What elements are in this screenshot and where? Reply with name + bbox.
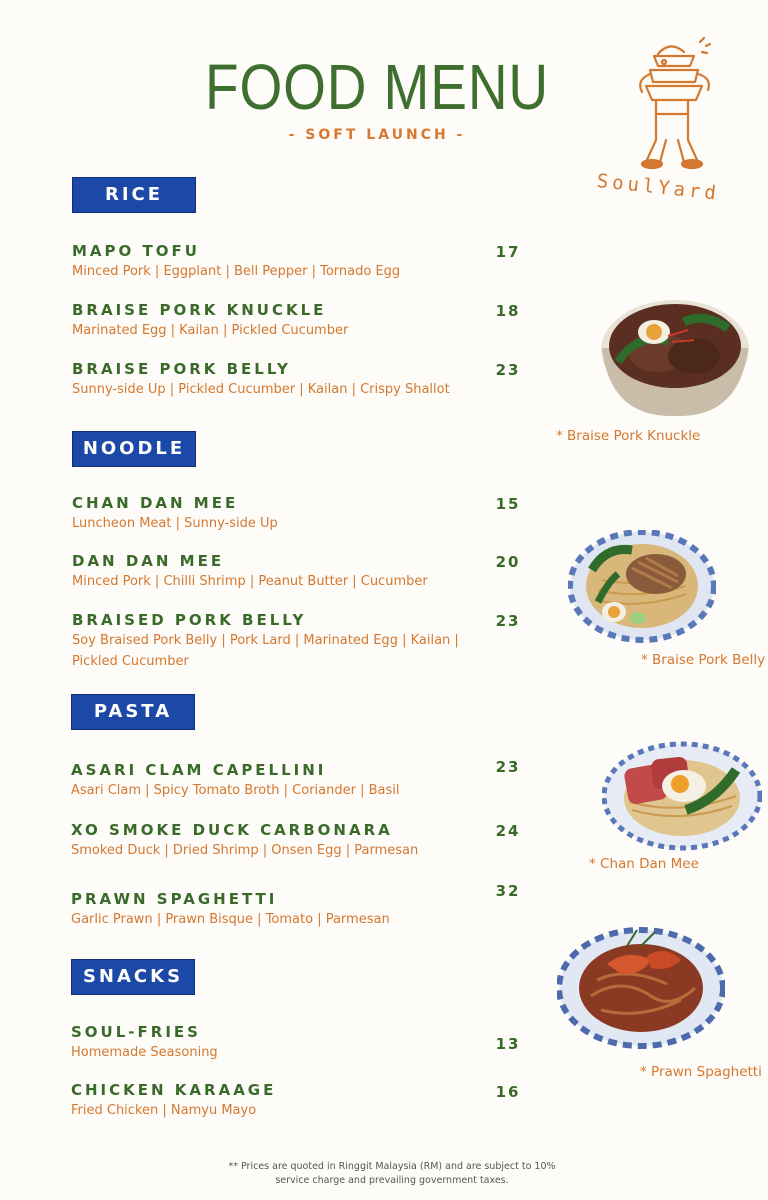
menu-item bbox=[71, 889, 471, 930]
item-price: 23 bbox=[495, 361, 521, 379]
menu-item bbox=[72, 610, 462, 672]
soulyard-mascot-logo bbox=[616, 34, 726, 174]
item-price: 24 bbox=[495, 822, 521, 840]
item-description: Homemade Seasoning bbox=[71, 1045, 218, 1060]
menu-item bbox=[72, 300, 472, 341]
item-price: 15 bbox=[495, 495, 521, 513]
item-name: PRAWN SPAGHETTI bbox=[71, 890, 278, 908]
menu-item bbox=[71, 1080, 471, 1121]
category-snacks: SNACKS bbox=[71, 959, 195, 995]
menu-title: FOOD MENU bbox=[204, 51, 550, 123]
menu-item bbox=[72, 493, 472, 534]
category-noodle: NOODLE bbox=[72, 431, 196, 467]
price-footnote bbox=[200, 1160, 584, 1188]
item-description: Luncheon Meat | Sunny-side Up bbox=[72, 516, 278, 531]
item-name: BRAISED PORK BELLY bbox=[72, 611, 307, 629]
item-price: 23 bbox=[495, 612, 521, 630]
item-name: ASARI CLAM CAPELLINI bbox=[71, 761, 327, 779]
item-description: Asari Clam | Spicy Tomato Broth | Coriander | Basil bbox=[71, 783, 400, 798]
item-price: 20 bbox=[495, 553, 521, 571]
item-name: DAN DAN MEE bbox=[72, 552, 225, 570]
item-name: MAPO TOFU bbox=[72, 242, 200, 260]
item-description: Sunny-side Up | Pickled Cucumber | Kailan | Crispy Shallot bbox=[72, 382, 450, 397]
item-price: 32 bbox=[495, 882, 521, 900]
footnote-line: service charge and prevailing government taxes. bbox=[275, 1175, 509, 1186]
item-name: BRAISE PORK KNUCKLE bbox=[72, 301, 327, 319]
item-price: 16 bbox=[495, 1083, 521, 1101]
item-name: SOUL-FRIES bbox=[71, 1023, 201, 1041]
menu-item bbox=[72, 241, 472, 282]
menu-item bbox=[71, 760, 471, 801]
menu-item bbox=[71, 1022, 471, 1063]
plate-photo bbox=[602, 740, 762, 852]
category-pasta: PASTA bbox=[71, 694, 195, 730]
item-description: Marinated Egg | Kailan | Pickled Cucumber bbox=[72, 323, 349, 338]
item-description: Fried Chicken | Namyu Mayo bbox=[71, 1103, 257, 1118]
item-price: 23 bbox=[495, 758, 521, 776]
item-price: 18 bbox=[495, 302, 521, 320]
menu-item bbox=[72, 359, 472, 400]
photo-caption: * Prawn Spaghetti bbox=[640, 1064, 762, 1080]
item-description: Minced Pork | Chilli Shrimp | Peanut Butter | Cucumber bbox=[72, 574, 428, 589]
item-description: Garlic Prawn | Prawn Bisque | Tomato | Parmesan bbox=[71, 912, 390, 927]
item-name: CHAN DAN MEE bbox=[72, 494, 239, 512]
item-name: CHICKEN KARAAGE bbox=[71, 1081, 277, 1099]
item-description: Smoked Duck | Dried Shrimp | Onsen Egg | Parmesan bbox=[71, 843, 419, 858]
item-name: XO SMOKE DUCK CARBONARA bbox=[71, 821, 393, 839]
category-rice: RICE bbox=[72, 177, 196, 213]
noodle-bowl-photo bbox=[568, 530, 716, 646]
item-price: 13 bbox=[495, 1035, 521, 1053]
brand-wordmark: SoulYard bbox=[595, 170, 721, 205]
item-price: 17 bbox=[495, 243, 521, 261]
item-description: Soy Braised Pork Belly | Pork Lard | Marinated Egg | Kailan | Pickled Cucumber bbox=[72, 633, 459, 669]
photo-caption: * Chan Dan Mee bbox=[589, 856, 699, 872]
photo-caption: * Braise Pork Belly bbox=[641, 652, 766, 668]
footnote-line: ** Prices are quoted in Ringgit Malaysia (RM) and are subject to 10% bbox=[228, 1161, 556, 1172]
menu-item bbox=[72, 551, 472, 592]
rice-bowl-photo bbox=[598, 292, 752, 420]
menu-item bbox=[71, 820, 471, 861]
menu-subtitle: - SOFT LAUNCH - bbox=[288, 127, 466, 143]
photo-caption: * Braise Pork Knuckle bbox=[556, 428, 701, 444]
item-name: BRAISE PORK BELLY bbox=[72, 360, 291, 378]
pasta-bowl-photo bbox=[557, 926, 725, 1054]
item-description: Minced Pork | Eggplant | Bell Pepper | Tornado Egg bbox=[72, 264, 401, 279]
